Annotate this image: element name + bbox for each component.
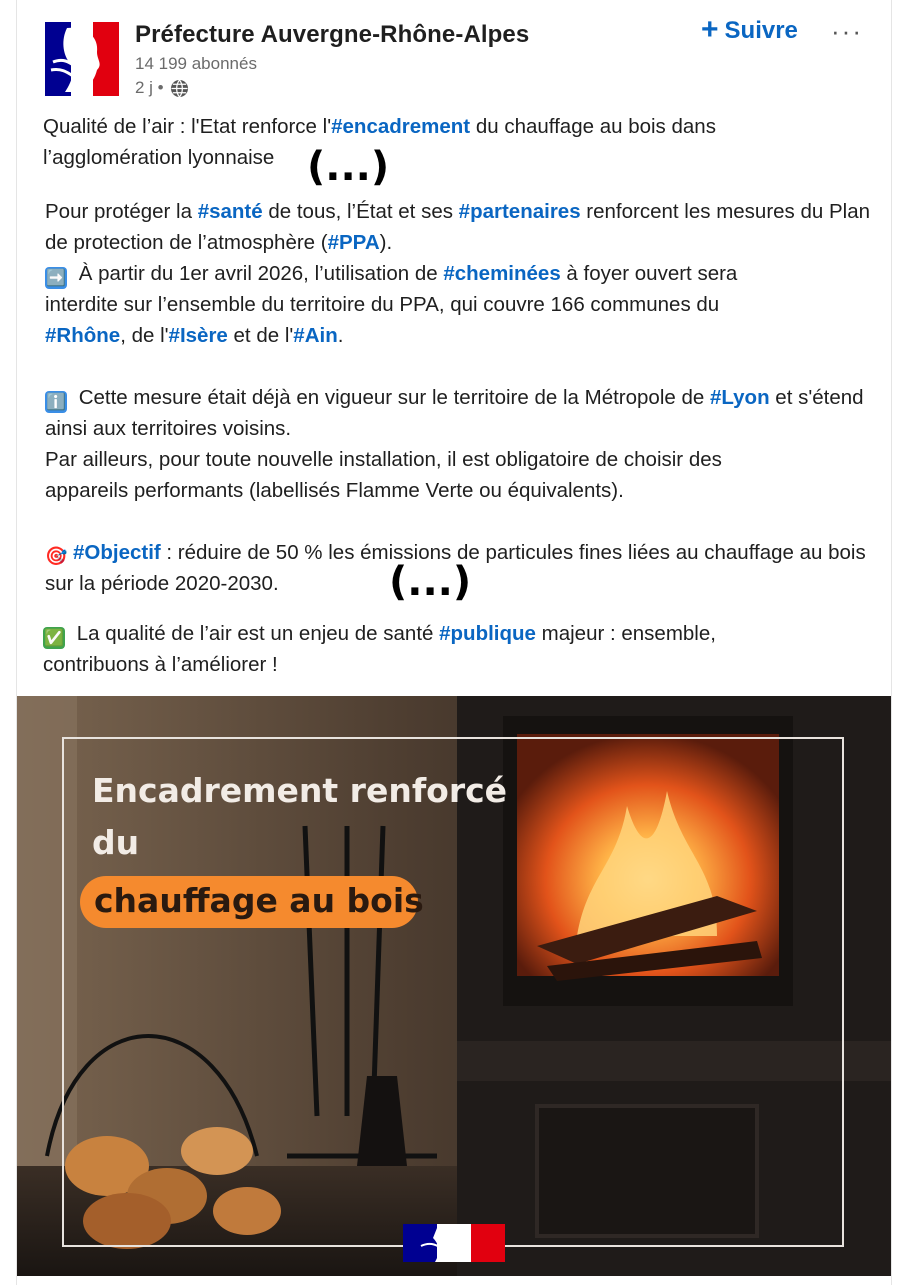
text-span: majeur : ensemble, contribuons à l’améliorer ! <box>43 622 716 676</box>
post-header <box>17 0 891 100</box>
text-span: Qualité de l’air : l'Etat renforce l' <box>43 115 332 138</box>
post-paragraph-1 <box>43 111 803 173</box>
fireplace-illustration <box>17 696 891 1276</box>
text-span: : réduire de 50 % les émissions de particules fines liées au chauffage au bois sur la période 2020-2030. <box>45 541 866 595</box>
ellipsis-mark: (...) <box>389 559 472 605</box>
target-icon: 🎯 <box>45 546 68 567</box>
marianne-logo-icon <box>403 1224 505 1262</box>
ellipsis-mark: (...) <box>307 144 390 190</box>
text-span: à foyer ouvert sera interdite sur l’ensemble du territoire du PPA, qui couvre 166 communes du <box>45 262 738 316</box>
post-time: 2 j • <box>135 78 164 97</box>
text-span: renforcent les mesures du Plan de protection de l’atmosphère ( <box>45 200 871 254</box>
follow-button[interactable] <box>701 12 798 46</box>
post-meta <box>135 78 189 98</box>
hashtag-isere[interactable]: #Isère <box>168 324 228 347</box>
text-span: , de l' <box>120 324 169 347</box>
text-span: et de l' <box>227 324 294 347</box>
headline-line3: chauffage au bois <box>94 881 424 920</box>
headline-line2: du <box>92 823 140 862</box>
text-span: du chauffage au bois dans l’agglomération lyonnaise <box>43 115 716 169</box>
hashtag-publique[interactable]: #publique <box>439 622 536 645</box>
post-paragraph-4 <box>45 382 873 444</box>
hashtag-encadrement[interactable]: #encadrement <box>331 115 471 138</box>
text-span: Pour protéger la <box>45 200 198 223</box>
author-name[interactable]: Préfecture Auvergne-Rhône-Alpes <box>135 21 530 48</box>
hashtag-lyon[interactable]: #Lyon <box>709 386 770 409</box>
hashtag-partenaires[interactable]: #partenaires <box>458 200 581 223</box>
post-paragraph-5: Par ailleurs, pour toute nouvelle installation, il est obligatoire de choisir des appareils performants (labellisés Flamme Verte ou équivalents). <box>45 448 722 502</box>
hashtag-sante[interactable]: #santé <box>197 200 263 223</box>
stove-lower-door <box>537 1106 757 1236</box>
post-paragraph-2 <box>45 196 873 258</box>
more-options-button[interactable]: ··· <box>831 16 863 46</box>
hashtag-ppa[interactable]: #PPA <box>327 231 380 254</box>
text-span: et s'étend ainsi aux territoires voisins. <box>45 386 864 440</box>
info-icon: ℹ️ <box>46 392 66 411</box>
follower-count: 14 199 abonnés <box>135 54 257 73</box>
globe-icon <box>170 79 189 98</box>
hashtag-rhone[interactable]: #Rhône <box>45 324 121 347</box>
text-span: ). <box>379 231 393 254</box>
hashtag-objectif[interactable]: #Objectif <box>73 541 161 564</box>
text-span: À partir du 1er avril 2026, l’utilisation de <box>73 262 444 285</box>
follow-label: Suivre <box>724 17 798 44</box>
marianne-logo-icon[interactable] <box>45 22 119 96</box>
stove-ledge <box>457 1041 891 1081</box>
headline-line1: Encadrement renforcé <box>92 771 508 810</box>
text-span: La qualité de l’air est un enjeu de santé <box>71 622 440 645</box>
text-span: de tous, l’État et ses <box>262 200 459 223</box>
post-paragraph-3 <box>45 258 785 351</box>
text-span: Cette mesure était déjà en vigueur sur le territoire de la Métropole de <box>73 386 710 409</box>
text-span: . <box>337 324 344 347</box>
plus-icon: + <box>701 12 719 46</box>
arrow-right-icon: ➡️ <box>46 268 66 287</box>
post-body <box>43 111 873 680</box>
check-icon: ✅ <box>44 628 64 647</box>
linkedin-post-card <box>16 0 892 1285</box>
post-image[interactable] <box>17 696 891 1276</box>
hashtag-ain[interactable]: #Ain <box>293 324 338 347</box>
post-paragraph-7 <box>43 618 803 680</box>
hashtag-cheminees[interactable]: #cheminées <box>443 262 561 285</box>
